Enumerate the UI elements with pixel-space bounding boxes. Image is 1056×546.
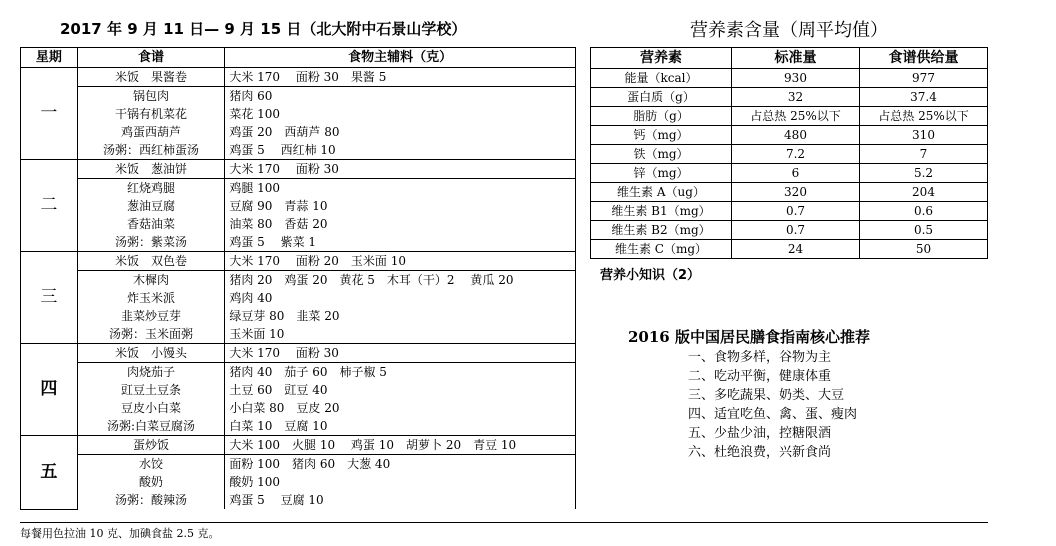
column-header-dish: 食谱	[77, 48, 225, 68]
ingredients-cell: 油菜 80 香菇 20	[225, 215, 576, 233]
supply-cell: 204	[860, 183, 988, 202]
standard-cell: 0.7	[732, 202, 860, 221]
nutrition-header-row	[591, 48, 988, 69]
ingredients-cell: 鸡蛋 5 紫菜 1	[225, 233, 576, 252]
ingredients-cell: 猪肉 20 鸡蛋 20 黄花 5 木耳（干）2 黄瓜 20	[225, 271, 576, 290]
supply-cell: 50	[860, 240, 988, 259]
ingredients-cell: 面粉 100 猪肉 60 大葱 40	[225, 455, 576, 474]
menu-row	[21, 307, 576, 325]
standard-cell: 24	[732, 240, 860, 259]
column-header-ingredients: 食物主辅料（克）	[225, 48, 576, 68]
dish-cell: 汤粥：紫菜汤	[77, 233, 225, 252]
dish-cell: 豆皮小白菜	[77, 399, 225, 417]
menu-row	[21, 105, 576, 123]
dish-cell: 干锅有机菜花	[77, 105, 225, 123]
dish-cell: 米饭 葱油饼	[77, 160, 225, 179]
ingredients-cell: 猪肉 40 茄子 60 柿子椒 5	[225, 363, 576, 382]
dish-cell: 葱油豆腐	[77, 197, 225, 215]
menu-row	[21, 455, 576, 474]
ingredients-cell: 豆腐 90 青蒜 10	[225, 197, 576, 215]
nutrition-row	[591, 164, 988, 183]
menu-row	[21, 271, 576, 290]
nutrition-row	[591, 126, 988, 145]
standard-cell: 7.2	[732, 145, 860, 164]
dish-cell: 鸡蛋西葫芦	[77, 123, 225, 141]
supply-cell: 5.2	[860, 164, 988, 183]
supply-cell: 7	[860, 145, 988, 164]
supply-cell: 0.5	[860, 221, 988, 240]
menu-row	[21, 436, 576, 455]
dish-cell: 汤粥:白菜豆腐汤	[77, 417, 225, 436]
guide-item: 一、食物多样，谷物为主	[688, 350, 832, 365]
standard-cell: 6	[732, 164, 860, 183]
menu-row	[21, 381, 576, 399]
day-cell: 五	[21, 436, 78, 510]
column-header-day: 星期	[21, 48, 78, 68]
supply-cell: 0.6	[860, 202, 988, 221]
dish-cell: 锅包肉	[77, 87, 225, 106]
dish-cell: 汤粥：酸辣汤	[77, 491, 225, 509]
nutrition-row	[591, 221, 988, 240]
standard-cell: 32	[732, 88, 860, 107]
standard-cell: 0.7	[732, 221, 860, 240]
standard-cell: 930	[732, 69, 860, 88]
supply-cell: 37.4	[860, 88, 988, 107]
ingredients-cell: 白菜 10 豆腐 10	[225, 417, 576, 436]
nutrition-row	[591, 69, 988, 88]
footer-divider	[20, 522, 988, 523]
menu-row	[21, 197, 576, 215]
guide-item: 四、适宜吃鱼、禽、蛋、瘦肉	[688, 407, 858, 422]
dietary-guide-title: 2016 版中国居民膳食指南核心推荐	[628, 328, 870, 346]
nutrient-cell: 铁（mg）	[591, 145, 732, 164]
menu-row	[21, 215, 576, 233]
menu-row	[21, 179, 576, 198]
menu-header-row	[21, 48, 576, 68]
dish-cell: 香菇油菜	[77, 215, 225, 233]
ingredients-cell: 猪肉 60	[225, 87, 576, 106]
column-header-standard: 标准量	[732, 48, 860, 69]
day-cell: 二	[21, 160, 78, 252]
standard-cell: 480	[732, 126, 860, 145]
guide-item: 五、少盐少油，控糖限酒	[688, 426, 832, 441]
dish-cell: 酸奶	[77, 473, 225, 491]
menu-title: 2017 年 9 月 11 日— 9 月 15 日（北大附中石景山学校）	[60, 20, 467, 38]
supply-cell: 310	[860, 126, 988, 145]
menu-body	[21, 68, 576, 510]
dish-cell: 红烧鸡腿	[77, 179, 225, 198]
menu-row	[21, 491, 576, 509]
nutrient-cell: 锌（mg）	[591, 164, 732, 183]
dish-cell: 蛋炒饭	[77, 436, 225, 455]
menu-row	[21, 68, 576, 87]
nutrition-title: 营养素含量（周平均值）	[690, 20, 888, 41]
nutrition-row	[591, 145, 988, 164]
standard-cell: 320	[732, 183, 860, 202]
nutrient-cell: 脂肪（g）	[591, 107, 732, 126]
dish-cell: 炸玉米派	[77, 289, 225, 307]
ingredients-cell: 大米 170 面粉 30 果酱 5	[225, 68, 576, 87]
menu-row	[21, 289, 576, 307]
ingredients-cell: 小白菜 80 豆皮 20	[225, 399, 576, 417]
menu-row	[21, 417, 576, 436]
nutrient-cell: 钙（mg）	[591, 126, 732, 145]
guide-item: 二、吃动平衡，健康体重	[688, 369, 832, 384]
dish-cell: 汤粥：玉米面粥	[77, 325, 225, 344]
menu-row	[21, 141, 576, 160]
dish-cell: 韭菜炒豆芽	[77, 307, 225, 325]
ingredients-cell: 大米 170 面粉 30	[225, 160, 576, 179]
menu-row	[21, 325, 576, 344]
nutrient-cell: 维生素 B1（mg）	[591, 202, 732, 221]
dish-cell: 水饺	[77, 455, 225, 474]
nutrition-row	[591, 107, 988, 126]
menu-row	[21, 233, 576, 252]
guide-item: 三、多吃蔬果、奶类、大豆	[688, 388, 845, 403]
nutrition-row	[591, 88, 988, 107]
menu-row	[21, 123, 576, 141]
dish-cell: 汤粥：西红柿蛋汤	[77, 141, 225, 160]
menu-row	[21, 87, 576, 106]
nutrition-row	[591, 183, 988, 202]
menu-row	[21, 252, 576, 271]
menu-row	[21, 344, 576, 363]
dish-cell: 米饭 果酱卷	[77, 68, 225, 87]
dietary-guide-list	[688, 348, 857, 462]
guide-item: 六、杜绝浪费，兴新食尚	[688, 445, 832, 460]
ingredients-cell: 菜花 100	[225, 105, 576, 123]
ingredients-cell: 鸡蛋 5 豆腐 10	[225, 491, 576, 509]
footer-note: 每餐用色拉油 10 克、加碘食盐 2.5 克。	[20, 527, 220, 540]
dish-cell: 米饭 小馒头	[77, 344, 225, 363]
ingredients-cell: 鸡蛋 20 西葫芦 80	[225, 123, 576, 141]
supply-cell: 占总热 25%以下	[860, 107, 988, 126]
ingredients-cell: 鸡腿 100	[225, 179, 576, 198]
day-cell: 四	[21, 344, 78, 436]
nutrition-row	[591, 240, 988, 259]
nutrient-cell: 蛋白质（g）	[591, 88, 732, 107]
menu-row	[21, 363, 576, 382]
dish-cell: 米饭 双色卷	[77, 252, 225, 271]
ingredients-cell: 绿豆芽 80 韭菜 20	[225, 307, 576, 325]
column-header-nutrient: 营养素	[591, 48, 732, 69]
ingredients-cell: 酸奶 100	[225, 473, 576, 491]
dish-cell: 肉烧茄子	[77, 363, 225, 382]
menu-row	[21, 473, 576, 491]
dish-cell: 豇豆土豆条	[77, 381, 225, 399]
supply-cell: 977	[860, 69, 988, 88]
nutrition-table	[590, 47, 988, 259]
menu-row	[21, 399, 576, 417]
weekly-menu-table	[20, 47, 576, 510]
column-header-supply: 食谱供给量	[860, 48, 988, 69]
ingredients-cell: 土豆 60 豇豆 40	[225, 381, 576, 399]
nutrition-body	[591, 69, 988, 259]
ingredients-cell: 鸡蛋 5 西红柿 10	[225, 141, 576, 160]
ingredients-cell: 鸡肉 40	[225, 289, 576, 307]
nutrient-cell: 维生素 B2（mg）	[591, 221, 732, 240]
menu-row	[21, 160, 576, 179]
ingredients-cell: 大米 100 火腿 10 鸡蛋 10 胡萝卜 20 青豆 10	[225, 436, 576, 455]
dish-cell: 木樨肉	[77, 271, 225, 290]
day-cell: 三	[21, 252, 78, 344]
ingredients-cell: 大米 170 面粉 30	[225, 344, 576, 363]
nutrition-tips-heading: 营养小知识（2）	[600, 268, 701, 283]
day-cell: 一	[21, 68, 78, 160]
nutrient-cell: 能量（kcal）	[591, 69, 732, 88]
nutrient-cell: 维生素 A（ug）	[591, 183, 732, 202]
nutrient-cell: 维生素 C（mg）	[591, 240, 732, 259]
standard-cell: 占总热 25%以下	[732, 107, 860, 126]
nutrition-row	[591, 202, 988, 221]
ingredients-cell: 玉米面 10	[225, 325, 576, 344]
ingredients-cell: 大米 170 面粉 20 玉米面 10	[225, 252, 576, 271]
